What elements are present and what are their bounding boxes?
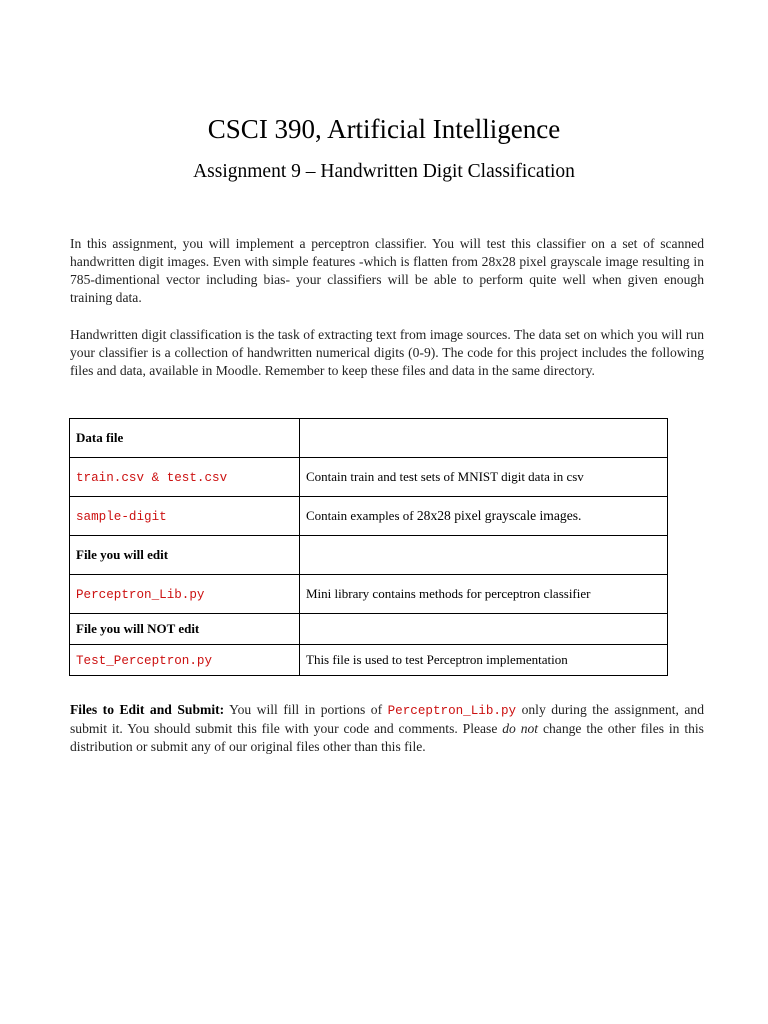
file-name-code: Perceptron_Lib.py — [76, 587, 205, 602]
submission-text: change the other files in this distribution or submit any of our original files other than this file. — [70, 721, 704, 754]
table-cell-desc: Contain train and test sets of MNIST digit data in csv — [300, 458, 668, 497]
submission-text: You will fill in portions of — [224, 702, 388, 717]
table-row — [70, 497, 668, 536]
description-paragraph: Handwritten digit classification is the task of extracting text from image sources. The data set on which you will run your classifier is a collection of handwritten numerical digits (0-9). The code for this project includes the following files and data, available in Moodle. Remember to keep these files and data in the same directory. — [70, 327, 704, 378]
table-cell-desc — [300, 497, 668, 536]
desc-text-serif: 28x28 pixel grayscale images. — [416, 508, 582, 523]
table-row — [70, 458, 668, 497]
table-cell-desc: This file is used to test Perceptron implementation — [300, 645, 668, 676]
files-table — [69, 418, 668, 676]
submission-file-code: Perceptron_Lib.py — [387, 704, 517, 718]
table-cell-name: File you will edit — [70, 536, 300, 575]
table-row — [70, 645, 668, 676]
table-cell-desc: Mini library contains methods for perceptron classifier — [300, 575, 668, 614]
submission-paragraph — [70, 701, 704, 756]
submission-lead: Files to Edit and Submit: — [70, 702, 225, 717]
document-title: CSCI 390, Artificial Intelligence — [207, 114, 561, 144]
table-cell-desc — [300, 419, 668, 458]
table-cell-desc — [300, 614, 668, 645]
table-cell-name: Data file — [70, 419, 300, 458]
desc-text: Contain examples of — [306, 508, 417, 523]
file-name-code: sample-digit — [76, 509, 167, 524]
table-row — [70, 536, 668, 575]
table-cell-desc — [300, 536, 668, 575]
file-name-code: Test_Perceptron.py — [76, 653, 213, 668]
table-cell-name: File you will NOT edit — [70, 614, 300, 645]
table-row — [70, 575, 668, 614]
document-subtitle: Assignment 9 – Handwritten Digit Classification — [193, 161, 575, 182]
intro-paragraph: In this assignment, you will implement a perceptron classifier. You will test this classifier on a set of scanned handwritten digit images. Even with simple features -which is flatten from 28x28 pixel grayscale image resulting in 785-dimentional vector including bias- your classifiers will be able to perform quite well when given enough training data. — [70, 236, 704, 305]
table-row — [70, 614, 668, 645]
table-row — [70, 419, 668, 458]
submission-emphasis: do not — [502, 721, 539, 736]
submission-text: only during the assignment, and submit it. You should submit this file with your code and comments. Please — [70, 702, 705, 736]
file-name-code: train.csv & test.csv — [76, 470, 228, 485]
